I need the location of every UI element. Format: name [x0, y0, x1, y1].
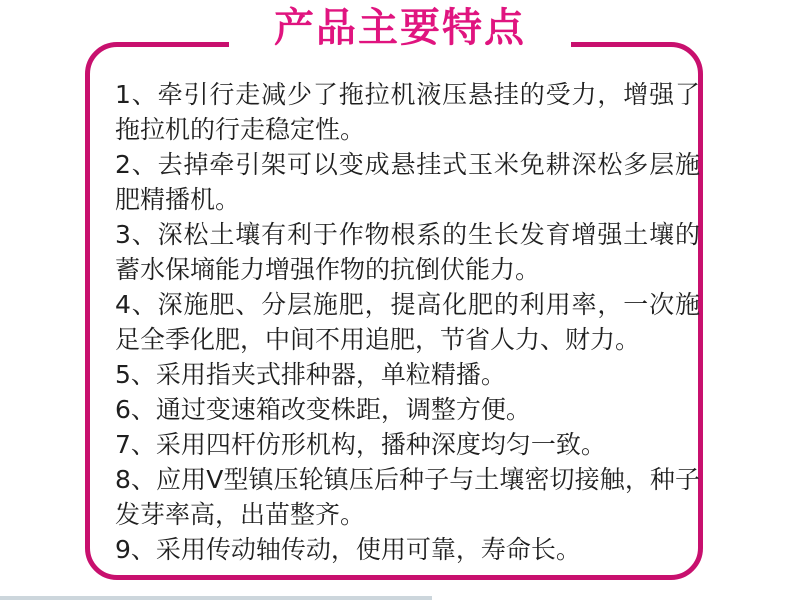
feature-item-6: 6、通过变速箱改变株距，调整方便。 — [115, 395, 531, 424]
feature-item-2: 2、去掉牵引架可以变成悬挂式玉米免耕深松多层施肥精播机。 — [115, 150, 700, 214]
feature-item-1: 1、牵引行走减少了拖拉机液压悬挂的受力，增强了拖拉机的行走稳定性。 — [115, 80, 700, 144]
feature-item-5: 5、采用指夹式排种器，单粒精播。 — [115, 360, 506, 389]
title-band — [229, 4, 571, 52]
feature-item-4: 4、深施肥、分层施肥，提高化肥的利用率，一次施足全季化肥，中间不用追肥，节省人力、财力。 — [115, 290, 700, 354]
page-title: 产品主要特点 — [274, 4, 526, 51]
feature-item-7: 7、采用四杆仿形机构，播种深度均匀一致。 — [115, 430, 606, 459]
feature-item-8: 8、应用V型镇压轮镇压后种子与土壤密切接触，种子发芽率高，出苗整齐。 — [115, 465, 700, 529]
bottom-edge-strip — [0, 596, 432, 600]
feature-item-9: 9、采用传动轴传动，使用可靠，寿命长。 — [115, 535, 581, 564]
feature-list — [115, 77, 700, 567]
feature-item-3: 3、深松土壤有利于作物根系的生长发育增强土壤的蓄水保墒能力增强作物的抗倒伏能力。 — [115, 220, 700, 284]
